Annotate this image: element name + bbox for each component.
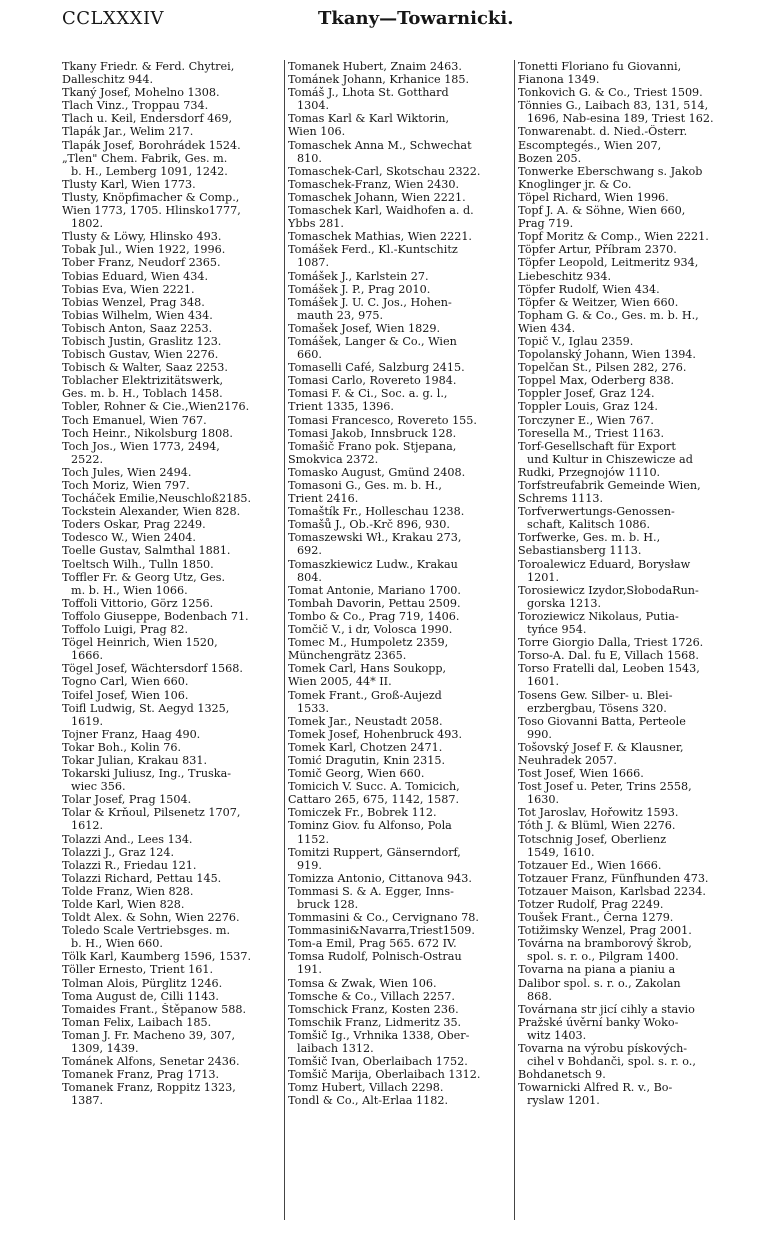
directory-entry-line: Torf-Gesellschaft für Export	[518, 439, 676, 453]
directory-entry-line: 1549, 1610.	[527, 845, 595, 859]
directory-entry-line: 1612.	[71, 819, 104, 833]
directory-entry-line: Torso Fratelli dal, Leoben 1543,	[518, 662, 700, 676]
directory-entry-line: Tobler, Rohner & Cie.,Wien2176.	[62, 400, 250, 414]
directory-entry-line: Tovarna na výrobu pískových-	[518, 1042, 688, 1056]
directory-entry-line: Továrna na bramborový škrob,	[518, 937, 692, 951]
directory-entry-line: Töller Ernesto, Trient 161.	[62, 963, 214, 977]
directory-entry-line: Tomanek Franz, Roppitz 1323,	[62, 1081, 236, 1095]
directory-entry-line: Liebeschitz 934.	[518, 269, 612, 283]
directory-entry-line: Tojner Franz, Haag 490.	[62, 727, 201, 741]
directory-entry-line: Tobisch & Walter, Saaz 2253.	[62, 361, 228, 375]
directory-entry-line: Tolar & Krňoul, Pilsenetz 1707,	[62, 806, 241, 820]
directory-entry-line: bruck 128.	[297, 898, 359, 911]
page-title: Tkany—Towarnicki.	[318, 8, 514, 29]
directory-entry-line: Tomicich V. Succ. A. Tomicich,	[288, 780, 460, 794]
directory-entry-line: Tomaselli Café, Salzburg 2415.	[288, 361, 465, 375]
directory-entry-line: Tomič Georg, Wien 660.	[288, 767, 425, 781]
directory-entry-line: Toch Jules, Wien 2494.	[62, 465, 192, 479]
directory-entry-line: Tomaštík Fr., Holleschau 1238.	[288, 505, 465, 519]
directory-entry-line: Tocháček Emilie,Neuschloß2185.	[62, 492, 252, 506]
directory-entry-line: Tomaschek Anna M., Schwechat	[288, 138, 472, 152]
directory-entry-line: Tomasi Francesco, Rovereto 155.	[288, 413, 477, 427]
directory-entry-line: b. H., Wien 660.	[71, 937, 163, 951]
directory-entry-line: Tomášek J. U. C. Jos., Hohen-	[288, 295, 452, 309]
directory-entry-line: Knoglinger jr. & Co.	[518, 177, 632, 191]
directory-entry-line: Tokar Boh., Kolin 76.	[62, 740, 182, 754]
directory-entry-line: Totzauer Ed., Wien 1666.	[518, 858, 662, 872]
directory-entry-line: Torfverwertungs-Genossen-	[518, 505, 675, 519]
directory-entry-line: Tomašek Josef, Wien 1829.	[288, 321, 441, 335]
directory-entry-line: Tost Josef, Wien 1666.	[518, 767, 644, 781]
directory-entry-line: Tomaides Frant., Štěpanow 588.	[62, 1002, 247, 1016]
directory-entry-line: Towarnicki Alfred R. v., Bo-	[518, 1081, 673, 1095]
directory-entry-line: 692.	[297, 544, 322, 558]
directory-entry-line: Tomaszewski Wł., Krakau 273,	[288, 531, 462, 545]
directory-entry-line: Tomec M., Humpoletz 2359,	[288, 636, 449, 650]
directory-entry-line: Tomiczek Fr., Bobrek 112.	[288, 806, 437, 820]
directory-entry-line: 1696, Nab-esina 189, Triest 162.	[527, 112, 714, 126]
directory-entry-line: Totižimsky Wenzel, Prag 2001.	[518, 924, 692, 938]
directory-entry-line: Tomsa & Zwak, Wien 106.	[288, 976, 437, 990]
directory-entry-line: Toelle Gustav, Salmthal 1881.	[62, 544, 231, 558]
directory-entry-line: 1802.	[71, 217, 104, 231]
directory-entry-line: Tlusty Karl, Wien 1773.	[62, 177, 196, 191]
directory-entry-line: Toledo Scale Vertriebsges. m.	[62, 924, 231, 938]
directory-entry-line: Tolde Karl, Wien 828.	[62, 898, 185, 911]
directory-entry-line: Bozen 205.	[518, 151, 582, 165]
directory-entry-line: Topič V., Iglau 2359.	[518, 334, 634, 348]
directory-entry-line: Totzauer Maison, Karlsbad 2234.	[518, 884, 706, 898]
directory-entry-line: Toman Felix, Laibach 185.	[62, 1015, 212, 1029]
directory-entry-line: Tomek Frant., Groß-Aujezd	[288, 688, 442, 702]
directory-entry-line: Rudki, Przegnojów 1110.	[518, 465, 661, 479]
directory-entry-line: Wien 1773, 1705. Hlinsko1777,	[62, 204, 241, 218]
directory-entry-line: Tošovský Josef F. & Klausner,	[518, 740, 684, 754]
directory-entry-line: b. H., Lemberg 1091, 1242.	[71, 164, 228, 178]
directory-entry-line: 1630.	[527, 793, 560, 807]
directory-entry-line: Tkany Friedr. & Ferd. Chytrei,	[62, 60, 235, 73]
directory-entry-line: Tobisch Anton, Saaz 2253.	[62, 321, 213, 335]
directory-entry-line: Totschnig Josef, Oberlienz	[518, 832, 667, 846]
directory-entry-line: Tolar Josef, Prag 1504.	[62, 793, 192, 807]
directory-entry-line: Tomaschek-Franz, Wien 2430.	[288, 177, 460, 191]
directory-entry-line: Tomsa Rudolf, Polnisch-Ostrau	[288, 950, 462, 964]
directory-entry-line: 2522.	[71, 452, 104, 466]
directory-entry-line: Tlapák Josef, Borohrádek 1524.	[62, 138, 241, 152]
directory-entry-line: Dalleschitz 944.	[62, 73, 154, 87]
directory-entry-line: „Tlen" Chem. Fabrik, Ges. m.	[62, 151, 228, 165]
directory-entry-line: mauth 23, 975.	[297, 308, 383, 322]
directory-entry-line: Toch Emanuel, Wien 767.	[62, 413, 207, 427]
directory-entry-line: Töpfer Leopold, Leitmeritz 934,	[518, 256, 699, 270]
directory-entry-line: 1601.	[527, 675, 560, 689]
directory-entry-line: Toma August de, Cilli 1143.	[62, 989, 219, 1003]
column-3	[514, 60, 756, 1220]
directory-entry-line: Totzauer Franz, Fünfhunden 473.	[518, 871, 709, 885]
directory-entry-line: Todesco W., Wien 2404.	[62, 531, 196, 545]
directory-entry-line: Tlach Vinz., Troppau 734.	[62, 99, 209, 113]
directory-entry-line: Tomčič V., i dr, Volosca 1990.	[288, 623, 453, 637]
directory-entry-line: Torso-A. Dal. fu E, Villach 1568.	[518, 649, 699, 663]
directory-entry-line: 1201.	[527, 570, 560, 584]
directory-entry-line: Tolazzi And., Lees 134.	[62, 832, 193, 846]
directory-entry-line: 1666.	[71, 649, 104, 663]
directory-entry-line: 660.	[297, 348, 322, 362]
directory-entry-line: Tonwerke Eberschwang s. Jakob	[518, 164, 703, 178]
directory-entry-line: 1309, 1439.	[71, 1042, 139, 1056]
directory-entry-line: Ybbs 281.	[288, 217, 344, 231]
directory-entry-line: 1152.	[297, 832, 330, 846]
directory-entry-line: Toffler Fr. & Georg Utz, Ges.	[62, 570, 226, 584]
directory-entry-line: Tolazzi J., Graz 124.	[62, 845, 175, 859]
directory-entry-line: Smokvica 2372.	[288, 452, 379, 466]
directory-entry-line: Tomas Karl & Karl Wiktorin,	[288, 112, 450, 126]
directory-entry-line: Tlusty & Löwy, Hlinsko 493.	[62, 230, 222, 244]
directory-entry-line: Toch Heinr., Nikolsburg 1808.	[62, 426, 233, 440]
directory-entry-line: Toppler Josef, Graz 124.	[518, 387, 655, 401]
directory-entry-line: Tlach u. Keil, Endersdorf 469,	[62, 112, 233, 126]
directory-entry-line: Topf Moritz & Comp., Wien 2221.	[518, 230, 709, 244]
directory-entry-line: Cattaro 265, 675, 1142, 1587.	[288, 793, 460, 807]
directory-entry-line: Tlusty, Knöpfimacher & Comp.,	[62, 190, 240, 204]
page-header	[62, 8, 758, 44]
directory-entry-line: Tobisch Gustav, Wien 2276.	[62, 348, 219, 362]
directory-entry-line: Toifel Josef, Wien 106.	[62, 688, 189, 702]
directory-entry-line: Sebastiansberg 1113.	[518, 544, 642, 558]
directory-entry-line: Tlapák Jar., Welim 217.	[62, 125, 194, 139]
directory-entry-line: Tokar Julian, Krakau 831.	[62, 753, 208, 767]
directory-entry-line: Tovarna na piana a pianiu a	[518, 963, 676, 977]
directory-entry-line: Topelčan St., Pilsen 282, 276.	[518, 361, 687, 375]
directory-entry-line: Neuhradek 2057.	[518, 753, 617, 767]
directory-entry-line: Tkaný Josef, Mohelno 1308.	[62, 86, 220, 100]
directory-entry-line: Wien 106.	[288, 125, 346, 139]
directory-entry-line: Tomaszkiewicz Ludw., Krakau	[288, 557, 458, 571]
directory-entry-line: 1619.	[71, 714, 104, 728]
directory-entry-line: Wien 434.	[518, 321, 576, 335]
directory-entry-line: Tomschick Franz, Kosten 236.	[288, 1002, 459, 1016]
directory-entry-line: Trient 2416.	[288, 492, 359, 506]
directory-entry-line: Tombah Davorin, Pettau 2509.	[288, 596, 461, 610]
directory-entry-line: 1304.	[297, 99, 330, 113]
directory-entry-line: Tománek Alfons, Senetar 2436.	[62, 1055, 240, 1069]
directory-entry-line: Toders Oskar, Prag 2249.	[62, 518, 206, 532]
directory-entry-line: schaft, Kalitsch 1086.	[527, 518, 651, 532]
directory-entry-line: Togno Carl, Wien 660.	[62, 675, 189, 689]
column-1	[62, 60, 276, 1220]
directory-entry-line: Ges. m. b. H., Toblach 1458.	[62, 387, 223, 401]
directory-entry-line: Tomek Josef, Hohenbruck 493.	[288, 727, 463, 741]
directory-entry-line: Tober Franz, Neudorf 2365.	[62, 256, 221, 270]
directory-entry-line: Tockstein Alexander, Wien 828.	[62, 505, 241, 519]
directory-entry-line: Prag 719.	[518, 217, 574, 231]
directory-entry-line: Tomek Carl, Hans Soukopp,	[288, 662, 447, 676]
directory-entry-line: Tomschik Franz, Lidmeritz 35.	[288, 1015, 462, 1029]
directory-entry-line: Tombo & Co., Prag 719, 1406.	[288, 609, 460, 623]
directory-entry-line: 868.	[527, 989, 552, 1003]
directory-entry-line: Tommasini&Navarra,Triest1509.	[288, 924, 475, 938]
directory-entry-line: Tolazzi Richard, Pettau 145.	[62, 871, 222, 885]
directory-entry-line: Tomasoni G., Ges. m. b. H.,	[288, 479, 442, 492]
directory-entry-line: Toresella M., Triest 1163.	[518, 426, 664, 440]
directory-entry-line: Töpfer Rudolf, Wien 434.	[518, 282, 660, 296]
directory-entry-line: Tomášek Ferd., Kl.-Kuntschitz	[288, 243, 458, 257]
directory-entry-line: Tomasi Jakob, Innsbruck 128.	[288, 426, 457, 440]
directory-entry-line: Tomašič Frano pok. Stjepana,	[288, 439, 457, 453]
directory-entry-line: laibach 1312.	[297, 1042, 374, 1056]
directory-entry-line: Tomšič Ig., Vrhnika 1338, Ober-	[288, 1028, 470, 1042]
column-2	[284, 60, 506, 1220]
directory-entry-line: tyńce 954.	[527, 623, 587, 637]
directory-entry-line: Tobak Jul., Wien 1922, 1996.	[62, 243, 226, 257]
directory-entry-line: Tondl & Co., Alt-Erlaa 1182.	[288, 1094, 449, 1108]
directory-entry-line: Tolman Alois, Pürglitz 1246.	[62, 976, 223, 990]
directory-entry-line: Tomaschek-Carl, Skotschau 2322.	[288, 164, 481, 178]
directory-entry-line: Tóth J. & Blüml, Wien 2276.	[518, 819, 676, 833]
directory-entry-line: Tomaschek Johann, Wien 2221.	[288, 190, 466, 204]
directory-entry-line: Tonetti Floriano fu Giovanni,	[518, 60, 682, 73]
directory-entry-line: Tomášek, Langer & Co., Wien	[288, 334, 457, 348]
directory-entry-line: Toeltsch Wilh., Tulln 1850.	[62, 557, 214, 571]
directory-entry-line: Tögel Heinrich, Wien 1520,	[62, 636, 218, 650]
directory-entry-line: Tot Jaroslav, Hořowitz 1593.	[518, 806, 679, 820]
directory-entry-line: Tobisch Justin, Graslitz 123.	[62, 334, 222, 348]
directory-entry-line: Töpfer Artur, Příbram 2370.	[518, 243, 677, 257]
directory-entry-line: Tomz Hubert, Villach 2298.	[288, 1081, 444, 1095]
directory-entry-line: Pražské úvěrní banky Woko-	[518, 1015, 679, 1029]
directory-entry-line: Torfwerke, Ges. m. b. H.,	[518, 531, 661, 545]
directory-entry-line: Tomášek J. P., Prag 2010.	[288, 282, 431, 296]
directory-entry-line: Toman J. Fr. Macheno 39, 307,	[62, 1028, 236, 1042]
directory-entry-line: Münchengrätz 2365.	[288, 649, 407, 663]
directory-entry-line: Tonwarenabt. d. Nied.-Österr.	[518, 125, 688, 139]
directory-entry-line: Toffoli Vittorio, Görz 1256.	[62, 596, 214, 610]
directory-entry-line: Toušek Frant., Černa 1279.	[518, 911, 674, 925]
directory-entry-line: Torosiewicz Izydor,SłobodaRun-	[518, 583, 699, 597]
directory-entry-line: Toppler Louis, Graz 124.	[518, 400, 658, 414]
directory-entry-line: Tomasko August, Gmünd 2408.	[288, 465, 466, 479]
directory-entry-line: Fianona 1349.	[518, 73, 600, 87]
directory-entry-line: Tolde Franz, Wien 828.	[62, 884, 194, 898]
directory-entry-line: Tögel Josef, Wächtersdorf 1568.	[62, 662, 243, 676]
directory-entry-line: Trient 1335, 1396.	[288, 400, 394, 414]
directory-entry-line: Toch Moriz, Wien 797.	[62, 479, 190, 492]
directory-entry-line: Toblacher Elektrizitätswerk,	[62, 374, 224, 388]
directory-entry-line: Totzer Rudolf, Prag 2249.	[518, 898, 664, 911]
directory-entry-line: Topolanský Johann, Wien 1394.	[518, 348, 696, 362]
directory-entry-line: Topf J. A. & Söhne, Wien 660,	[518, 204, 686, 218]
directory-entry-line: Tomasi F. & Ci., Soc. a. g. l.,	[288, 387, 448, 401]
directory-entry-line: witz 1403.	[527, 1028, 587, 1042]
directory-entry-line: Tominz Giov. fu Alfonso, Pola	[288, 819, 452, 833]
directory-entry-line: Tosens Gew. Silber- u. Blei-	[518, 688, 673, 702]
directory-entry-line: Torczyner E., Wien 767.	[518, 413, 654, 427]
directory-entry-line: 990.	[527, 727, 552, 741]
directory-entry-line: Továrnana str jicí cihly a stavio	[518, 1002, 695, 1016]
directory-entry-line: Tomitzi Ruppert, Gänserndorf,	[288, 845, 461, 859]
directory-entry-line: Tommasi S. & A. Egger, Inns-	[288, 884, 454, 898]
page-number: CCLXXXIV	[62, 8, 165, 29]
directory-entry-line: Tölk Karl, Kaumberg 1596, 1537.	[62, 950, 252, 964]
directory-entry-line: 919.	[297, 858, 322, 872]
directory-entry-line: Tomšič Marija, Oberlaibach 1312.	[288, 1068, 481, 1082]
directory-entry-line: Tonkovich G. & Co., Triest 1509.	[518, 86, 703, 100]
directory-entry-line: Wien 2005, 44* II.	[288, 675, 392, 689]
directory-columns	[62, 60, 758, 1230]
directory-entry-line: und Kultur in Chiszewicze ad	[527, 452, 693, 466]
directory-entry-line: Toroziewicz Nikolaus, Putia-	[518, 609, 679, 623]
directory-entry-line: Tomsche & Co., Villach 2257.	[288, 989, 455, 1003]
directory-entry-line: erzbergbau, Tösens 320.	[527, 701, 667, 715]
directory-entry-line: Tomasi Carlo, Rovereto 1984.	[288, 374, 457, 388]
directory-entry-line: Tomanek Hubert, Znaim 2463.	[288, 60, 462, 73]
directory-entry-line: Toffolo Giuseppe, Bodenbach 71.	[62, 609, 249, 623]
directory-entry-line: Tomek Jar., Neustadt 2058.	[288, 714, 443, 728]
directory-entry-line: ryslaw 1201.	[527, 1094, 600, 1108]
directory-entry-line: Toso Giovanni Batta, Perteole	[518, 714, 686, 728]
directory-entry-line: cihel v Bohdanči, spol. s. r. o.,	[527, 1055, 696, 1069]
directory-entry-line: Toppel Max, Oderberg 838.	[518, 374, 675, 388]
directory-entry-line: Tomášek J., Karlstein 27.	[288, 269, 429, 283]
directory-entry-line: Tomaschek Karl, Waidhofen a. d.	[288, 204, 474, 218]
directory-entry-line: Tobias Eva, Wien 2221.	[62, 282, 195, 296]
directory-entry-line: Tobias Wenzel, Prag 348.	[62, 295, 205, 309]
directory-entry-line: Tobias Eduard, Wien 434.	[62, 269, 209, 283]
directory-entry-line: Tomat Antonie, Mariano 1700.	[288, 583, 461, 597]
directory-entry-line: Schrems 1113.	[518, 492, 604, 506]
directory-entry-line: 1387.	[71, 1094, 104, 1108]
directory-entry-line: 1533.	[297, 701, 330, 715]
directory-entry-line: Töpel Richard, Wien 1996.	[518, 190, 669, 204]
directory-entry-line: m. b. H., Wien 1066.	[71, 583, 188, 597]
directory-entry-line: Tolazzi R., Friedau 121.	[62, 858, 197, 872]
directory-entry-line: Toldt Alex. & Sohn, Wien 2276.	[62, 911, 240, 925]
directory-entry-line: Toffolo Luigi, Prag 82.	[62, 623, 189, 637]
directory-entry-line: Tomaschek Mathias, Wien 2221.	[288, 230, 472, 244]
directory-entry-line: Tománek Johann, Krhanice 185.	[288, 73, 470, 87]
directory-entry-line: 810.	[297, 151, 322, 165]
directory-entry-line: Topham G. & Co., Ges. m. b. H.,	[518, 308, 699, 322]
directory-entry-line: Tomizza Antonio, Cittanova 943.	[288, 871, 472, 885]
directory-entry-line: Tom-a Emil, Prag 565. 672 IV.	[288, 937, 457, 951]
directory-entry-line: Töpfer & Weitzer, Wien 660.	[518, 295, 679, 309]
directory-entry-line: Tokarski Juliusz, Ing., Truska-	[62, 767, 232, 781]
directory-entry-line: Tomić Dragutin, Knin 2315.	[288, 753, 446, 767]
directory-entry-line: Tommasini & Co., Cervignano 78.	[288, 911, 479, 925]
directory-entry-line: Tomáš J., Lhota St. Gotthard	[288, 86, 449, 100]
directory-entry-line: Tomšič Ivan, Oberlaibach 1752.	[288, 1055, 468, 1069]
directory-entry-line: Torfstreufabrik Gemeinde Wien,	[518, 479, 701, 492]
directory-entry-line: Bohdanetsch 9.	[518, 1068, 606, 1082]
directory-entry-line: Dalibor spol. s. r. o., Zakolan	[518, 976, 681, 990]
directory-entry-line: 804.	[297, 570, 322, 584]
directory-entry-line: Torre Giorgio Dalla, Triest 1726.	[518, 636, 704, 650]
directory-entry-line: Tomašů J., Ob.-Krč 896, 930.	[288, 518, 450, 532]
directory-entry-line: Toch Jos., Wien 1773, 2494,	[62, 439, 220, 453]
directory-entry-line: wiec 356.	[71, 780, 126, 794]
directory-entry-line: Tost Josef u. Peter, Trins 2558,	[518, 780, 692, 794]
directory-entry-line: 191.	[297, 963, 322, 977]
directory-entry-line: spol. s. r. o., Pilgram 1400.	[527, 950, 679, 964]
directory-entry-line: Tobias Wilhelm, Wien 434.	[62, 308, 213, 322]
directory-entry-line: Tomanek Franz, Prag 1713.	[62, 1068, 220, 1082]
directory-entry-line: Escomptegés., Wien 207,	[518, 138, 662, 152]
directory-entry-line: Toroalewicz Eduard, Borysław	[518, 557, 691, 571]
directory-entry-line: Toifl Ludwig, St. Aegyd 1325,	[62, 701, 230, 715]
directory-entry-line: 1087.	[297, 256, 330, 270]
directory-entry-line: Tönnies G., Laibach 83, 131, 514,	[518, 99, 709, 113]
directory-entry-line: Tomek Karl, Chotzen 2471.	[288, 740, 443, 754]
directory-entry-line: gorska 1213.	[527, 596, 602, 610]
